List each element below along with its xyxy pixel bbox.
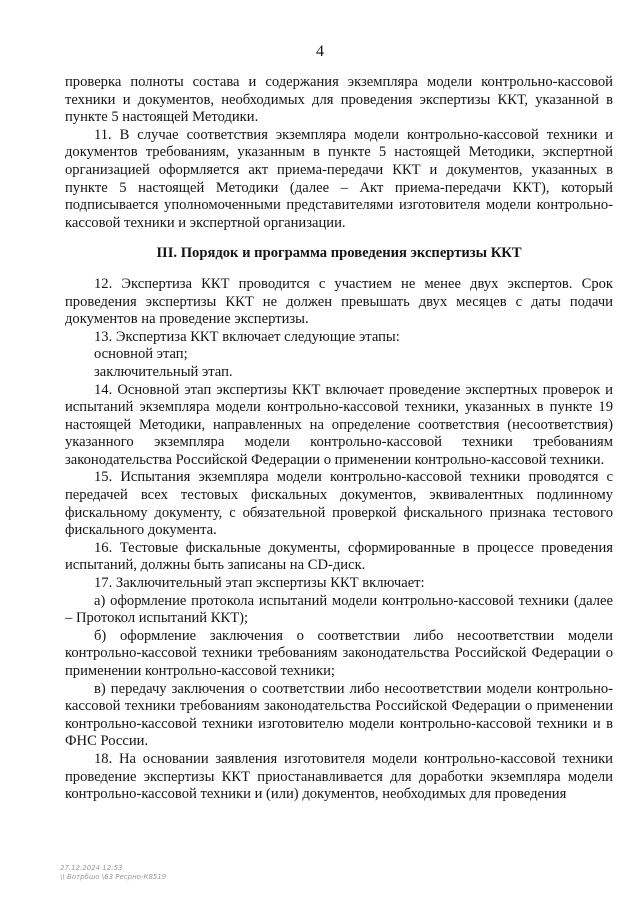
paragraph-17-item-c: в) передачу заключения о соответствии либо несоответствии модели контрольно-кассовой техники требованиям законодательства Российской Федерации о применении контрольно-кассовой техники изготовителю модели контрольно-кассовой техники и в ФНС России.	[65, 680, 613, 750]
paragraph-17-item-b: б) оформление заключения о соответствии либо несоответствии модели контрольно-кассовой техники требованиям законодательства Российской Федерации о применении контрольно-кассовой техники;	[65, 627, 613, 679]
paragraph-11: 11. В случае соответствия экземпляра модели контрольно-кассовой техники и документов требованиям, указанным в пункте 5 настоящей Методики, экспертной организацией оформляется акт приема-передачи ККТ и документов, указанных в пункте 5 настоящей Методики (далее – Акт приема-передачи ККТ), который подписывается уполномоченными представителями изготовителя модели контрольно-кассовой техники и экспертной организации.	[65, 126, 613, 231]
paragraph-13-stage-final: заключительный этап.	[94, 363, 233, 380]
paragraph-10-continuation: проверка полноты состава и содержания экземпляра модели контрольно-кассовой техники и документов, необходимых для проведения экспертизы ККТ, указанной в пункте 5 настоящей Методики.	[65, 74, 613, 126]
electronic-stamp	[60, 864, 166, 882]
paragraph-17: 17. Заключительный этап экспертизы ККТ включает:	[94, 575, 425, 592]
paragraph-16: 16. Тестовые фискальные документы, сформированные в процессе проведения испытаний, должны быть записаны на CD-диск.	[65, 539, 613, 574]
paragraph-13: 13. Экспертиза ККТ включает следующие этапы:	[94, 328, 400, 345]
stamp-path: \\ Ботрбшо \63 Ресрно-К8519	[60, 873, 167, 881]
page-number: 4	[316, 43, 324, 60]
paragraph-12: 12. Экспертиза ККТ проводится с участием не менее двух экспертов. Срок проведения экспертизы ККТ не должен превышать двух месяцев с даты подачи документов на проведение экспертизы.	[65, 275, 613, 328]
stamp-datetime: 27.12.2024 12:53	[60, 864, 123, 872]
paragraph-14: 14. Основной этап экспертизы ККТ включает проведение экспертных проверок и испытаний экземпляра модели контрольно-кассовой техники, указанных в пункте 19 настоящей Методики, направленных на определение соответствия (несоответствия) указанного экземпляра модели контрольно-кассовой техники требованиям законодательства Российской Федерации о применении контрольно-кассовой техники.	[65, 381, 613, 468]
section-heading: III. Порядок и программа проведения экспертизы ККТ	[156, 245, 522, 262]
paragraph-15: 15. Испытания экземпляра модели контрольно-кассовой техники проводятся с передачей всех тестовых фискальных документов, эквивалентных подлинному фискальному документу, с обязательной проверкой фискального признака тестового фискального документа.	[65, 469, 613, 539]
paragraph-13-stage-main: основной этап;	[94, 346, 188, 363]
paragraph-17-item-a: а) оформление протокола испытаний модели контрольно-кассовой техники (далее – Протокол испытаний ККТ);	[65, 592, 613, 627]
paragraph-18: 18. На основании заявления изготовителя модели контрольно-кассовой техники проведение экспертизы ККТ приостанавливается для доработки экземпляра модели контрольно-кассовой техники и (или) документов, необходимых для проведения	[65, 750, 613, 803]
document-body	[65, 74, 613, 804]
